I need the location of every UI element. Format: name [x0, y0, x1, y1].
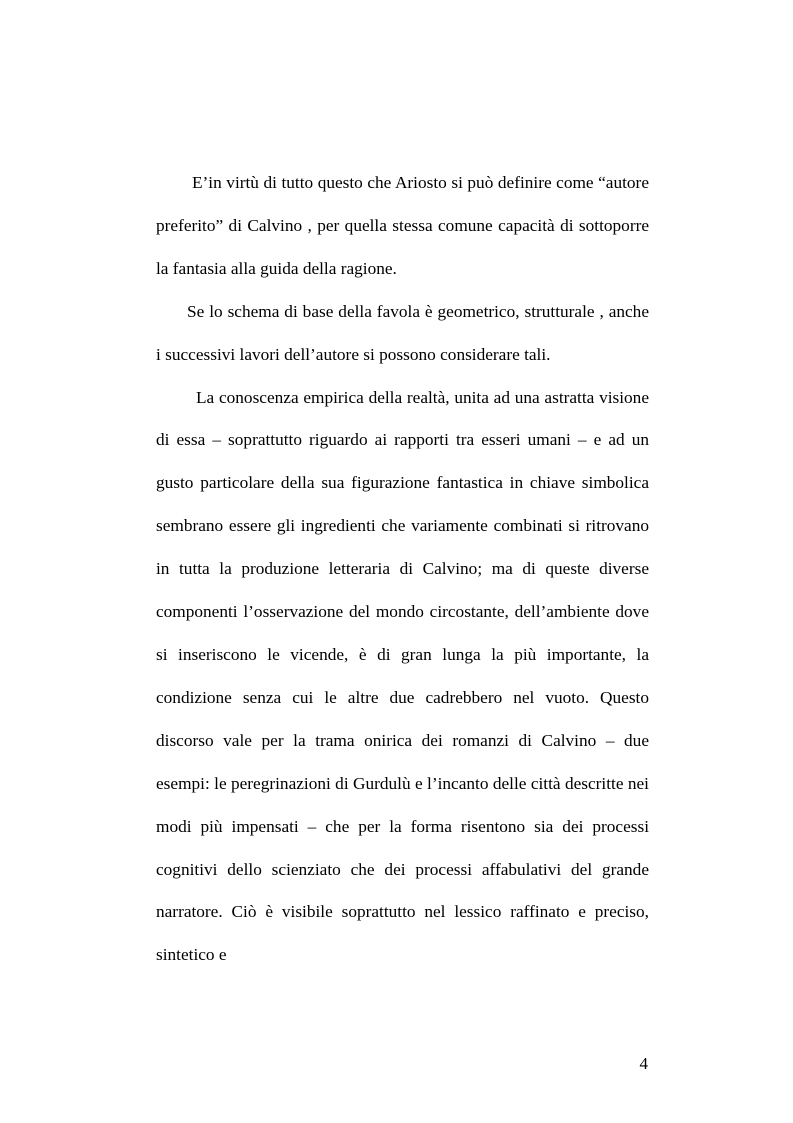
page-body	[156, 162, 649, 977]
paragraph-conoscenza: La conoscenza empirica della realtà, unita ad una astratta visione di essa – soprattutto riguardo ai rapporti tra esseri umani – e ad un gusto particolare della sua figurazione fantastica in chiave simbolica sembrano essere gli ingredienti che variamente combinati si ritrovano in tutta la produzione letteraria di Calvino; ma di queste diverse componenti l’osservazione del mondo circostante, dell’ambiente dove si inseriscono le vicende, è di gran lunga la più importante, la condizione senza cui le altre due cadrebbero nel vuoto. Questo discorso vale per la trama onirica dei romanzi di Calvino – due esempi: le peregrinazioni di Gurdulù e l’incanto delle città descritte nei modi più impensati – che per la forma risentono sia dei processi cognitivi dello scienziato che dei processi affabulativi del grande narratore. Ciò è visibile soprattutto nel lessico raffinato e preciso, sintetico e	[156, 387, 649, 965]
page-number: 4	[639, 1054, 648, 1073]
paragraph-schema: Se lo schema di base della favola è geometrico, strutturale , anche i successivi lavori dell’autore si possono considerare tali.	[156, 301, 649, 364]
paragraph-ariosto: E’in virtù di tutto questo che Ariosto si può definire come “autore preferito” di Calvino , per quella stessa comune capacità di sottoporre la fantasia alla guida della ragione.	[156, 173, 649, 278]
